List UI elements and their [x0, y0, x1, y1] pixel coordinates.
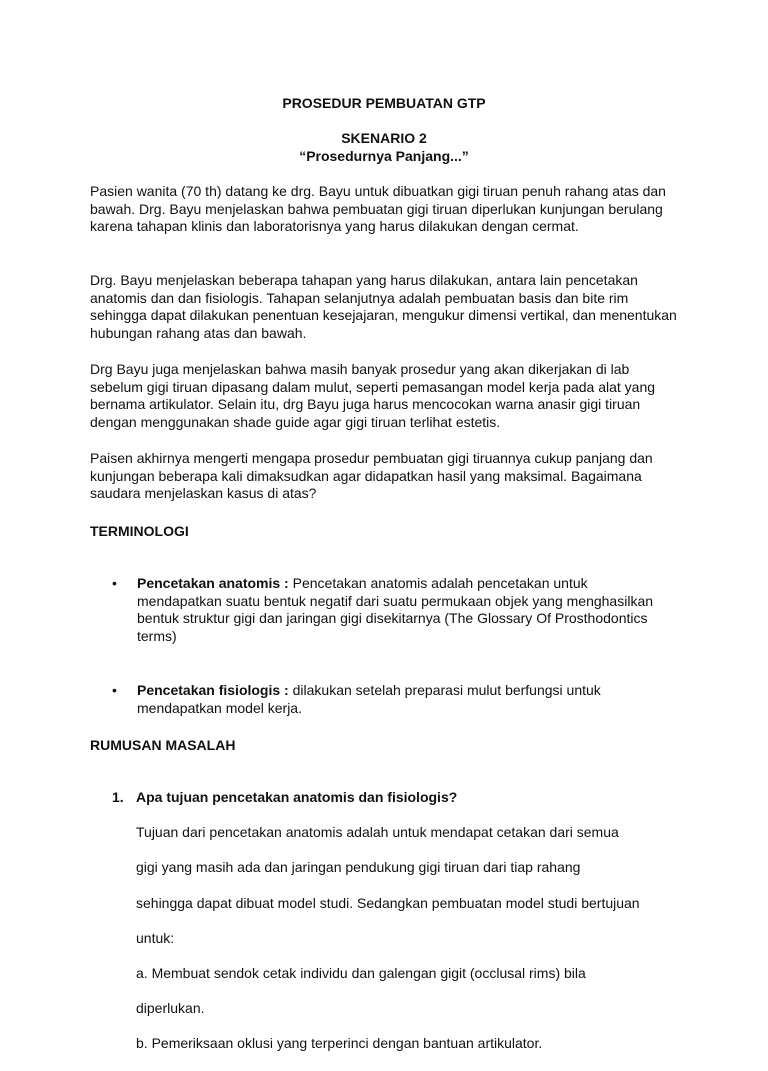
term-definition: dilakukan setelah preparasi mulut berfungsi untuk mendapatkan model kerja. — [137, 682, 601, 716]
rumusan-answer — [136, 807, 684, 1071]
bullet-icon: • — [112, 682, 117, 698]
document-title: PROSEDUR PEMBUATAN GTP — [282, 95, 486, 111]
answer-line: b. Pemeriksaan oklusi yang terperinci dengan bantuan artikulator. — [136, 1035, 543, 1052]
answer-line: diperlukan. — [136, 1000, 205, 1017]
terminologi-item-text — [137, 682, 657, 717]
paragraph-2: Drg. Bayu menjelaskan beberapa tahapan yang harus dilakukan, antara lain pencetakan anatomis dan dan fisiologis. Tahapan selanjutnya adalah pembuatan basis dan bite rim sehingga dapat dilakukan penentuan kesejajaran, mengukur dimensi vertikal, dan menentukan hubungan rahang atas dan bawah. — [90, 272, 677, 341]
term-label: Pencetakan anatomis : — [137, 575, 289, 591]
term-definition: Pencetakan anatomis adalah pencetakan untuk mendapatkan suatu bentuk negatif dari suatu permukaan objek yang menghasilkan bentuk struktur gigi dan jaringan gigi disekitarnya (The Glossary Of Prosthodontics terms) — [137, 575, 654, 644]
scenario-title: SKENARIO 2 — [341, 130, 427, 146]
rumusan-question: Apa tujuan pencetakan anatomis dan fisiologis? — [136, 789, 458, 805]
bullet-icon: • — [112, 575, 117, 591]
paragraph-3: Drg Bayu juga menjelaskan bahwa masih banyak prosedur yang akan dikerjakan di lab sebelum gigi tiruan dipasang dalam mulut, seperti pemasangan model kerja pada alat yang bernama artikulator. Selain itu, drg Bayu juga harus mencocokan warna anasir gigi tiruan dengan menggunakan shade guide agar gigi tiruan terlihat estetis. — [90, 361, 656, 430]
answer-line: a. Membuat sendok cetak individu dan galengan gigit (occlusal rims) bila — [136, 964, 586, 981]
answer-line: sehingga dapat dibuat model studi. Sedangkan pembuatan model studi bertujuan — [136, 894, 640, 911]
terminologi-heading: TERMINOLOGI — [90, 523, 189, 539]
paragraph-1: Pasien wanita (70 th) datang ke drg. Bayu untuk dibuatkan gigi tiruan penuh rahang atas dan bawah. Drg. Bayu menjelaskan bahwa pembuatan gigi tiruan diperlukan kunjungan berulang karena tahapan klinis dan laboratorisnya yang harus dilakukan dengan cermat. — [90, 183, 666, 235]
answer-line: Tujuan dari pencetakan anatomis adalah untuk mendapat cetakan dari semua — [136, 824, 619, 841]
answer-line: gigi yang masih ada dan jaringan pendukung gigi tiruan dari tiap rahang — [136, 859, 581, 876]
scenario-subtitle: “Prosedurnya Panjang...” — [299, 148, 469, 164]
term-label: Pencetakan fisiologis : — [137, 682, 289, 698]
paragraph-4: Paisen akhirnya mengerti mengapa prosedur pembuatan gigi tiruannya cukup panjang dan kunjungan beberapa kali dimaksudkan agar didapatkan hasil yang maksimal. Bagaimana saudara menjelaskan kasus di atas? — [90, 450, 653, 502]
answer-line: untuk: — [136, 929, 175, 946]
terminologi-item-text — [137, 575, 657, 645]
rumusan-heading: RUMUSAN MASALAH — [90, 737, 236, 753]
item-number: 1. — [112, 789, 124, 805]
rumusan-item-content — [136, 789, 684, 1071]
